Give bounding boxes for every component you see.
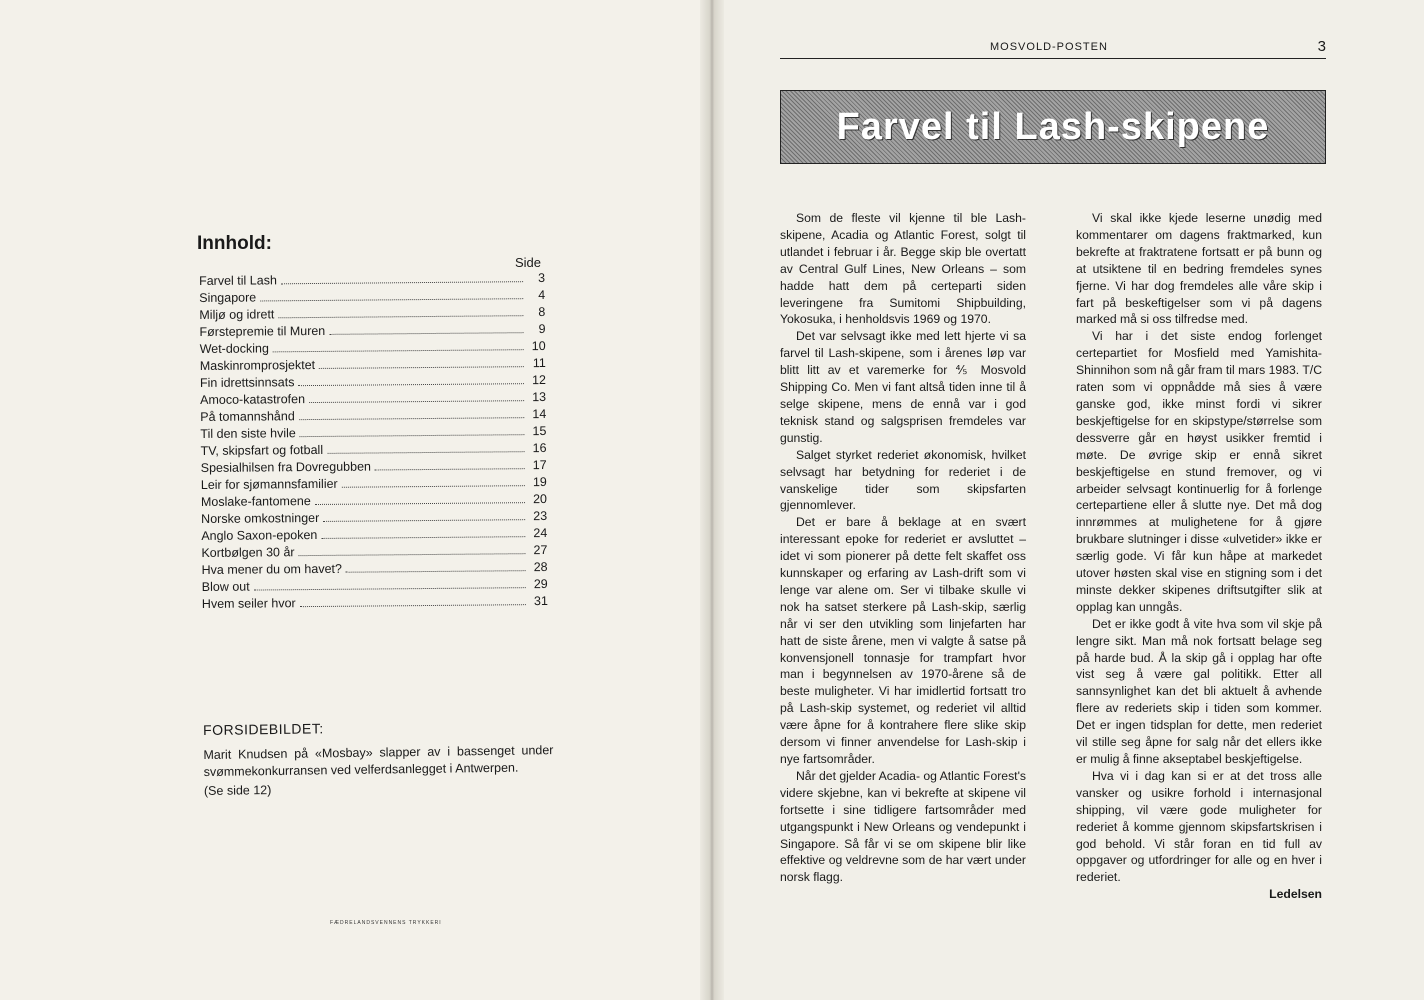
toc-leader-dots [346, 570, 526, 573]
toc-leader-dots [315, 502, 525, 505]
toc-leader-dots [260, 298, 523, 301]
toc-leader-dots [299, 553, 526, 556]
toc-entry-label: TV, skipsfart og fotball [200, 442, 324, 458]
toc-leader-dots [309, 400, 524, 403]
toc-entry-label: Spesialhilsen fra Dovregubben [200, 459, 371, 475]
toc-entry-page: 15 [532, 423, 547, 439]
toc-entry-label: Norske omkostninger [201, 510, 320, 526]
toc-leader-dots [254, 587, 526, 590]
toc-entry-label: Singapore [199, 290, 257, 305]
toc-entry-label: Blow out [201, 579, 250, 594]
headline: Farvel til Lash-skipene [836, 105, 1270, 148]
toc-entry-label: Førstepremie til Muren [199, 323, 326, 339]
toc-entry-label: Amoco-katastrofen [200, 392, 306, 407]
toc-entry-page: 27 [533, 542, 548, 558]
toc-entry-label: På tomannshånd [200, 409, 295, 424]
closing-paragraph: Hva vi i dag kan si er at det tross alle vansker og usikre forhold i internasjonal shipping, vil være gode muligheter for rederiet å komme gjennom skipsfartskrisen i god behold. Vi står foran en tid full av oppgaver og utfordringer for alle og en hver i rederiet. [1076, 768, 1322, 885]
toc-entry-label: Hva mener du om havet? [201, 561, 342, 577]
toc-entry-label: Maskinromprosjektet [199, 357, 316, 373]
toc-entry-page: 11 [532, 355, 546, 371]
toc-entry-page: 19 [532, 474, 547, 490]
toc-entry-page: 16 [532, 440, 547, 456]
article-paragraph: Salget styrket rederiet økonomisk, hvilket selvsagt har betydning for rederiet i de vanskelige tider som skipsfarten gjennomlever. [780, 447, 1026, 513]
toc-entry-page: 31 [533, 593, 548, 609]
running-header [780, 40, 1326, 59]
toc-list [199, 271, 548, 614]
toc-leader-dots [327, 451, 524, 454]
page-gutter [700, 0, 724, 1000]
article-paragraph: Det er ikke godt å vite hva som vil skje på lengre sikt. Man må nok fortsatt belage seg på harde bud. Å la skip gå i opplag har ofte vist seg å være gal politikk. Etter all sannsynlighet kan det bli aktuelt å avhende flere av rederiets skip i tiden som kommer. Det er ingen tidsplan for dette, men rederiet vil stille seg åpne for salg når det ellers ikke er mulig å finne akseptabel beskjeftigelse. [1076, 616, 1322, 766]
toc-entry [202, 594, 548, 614]
toc-leader-dots [342, 485, 525, 488]
signature: Ledelsen [1269, 887, 1322, 902]
toc-entry-page: 12 [531, 372, 546, 388]
toc-entry-label: Anglo Saxon-epoken [201, 527, 318, 543]
publication-name: MOSVOLD-POSTEN [990, 41, 1108, 53]
headline-banner [780, 90, 1326, 164]
toc-entry-label: Farvel til Lash [199, 273, 277, 288]
toc-entry-label: Hvem seiler hvor [201, 596, 296, 611]
toc-leader-dots [300, 604, 526, 607]
toc-entry-page: 24 [533, 525, 548, 541]
toc-entry-page: 29 [533, 576, 548, 592]
toc-leader-dots [300, 434, 525, 437]
toc-entry-page: 4 [538, 287, 546, 303]
article-column-right [1076, 210, 1322, 903]
toc-side-label: Side [515, 255, 542, 270]
toc-entry-label: Fin idrettsinnsats [199, 375, 295, 390]
article-column-right-paragraphs [1076, 210, 1322, 768]
toc-entry-page: 10 [531, 338, 546, 354]
toc-leader-dots [375, 468, 525, 470]
toc-entry-label: Kortbølgen 30 år [201, 545, 295, 560]
cover-heading: FORSIDEBILDET: [203, 720, 324, 738]
toc-entry-page: 28 [533, 559, 548, 575]
toc-leader-dots [321, 536, 525, 539]
article-column-left [780, 210, 1026, 886]
toc-entry-page: 8 [538, 304, 546, 320]
article-paragraph: Som de fleste vil kjenne til ble Lash-skipene, Acadia og Atlantic Forest, solgt til utlandet i februar i år. Begge skip ble overtatt av Central Gulf Lines, New Orleans – som hadde hatt dem på certeparti siden leveringene fra Sumitomi Shipbuilding, Yokosuka, i henholdsvis 1969 og 1970. [780, 211, 1026, 327]
toc-entry-label: Leir for sjømannsfamilier [200, 476, 338, 492]
article-paragraph: Vi skal ikke kjede leserne unødig med kommentarer om dagens fraktmarked, kun bekrefte at fraktratene fortsatt er på bunn og at utsiktene til en bedring fremdeles synes fjerne. Vi har dog fremdeles alle våre skip i fart på beskeftigelser som vi på dagens marked må si oss tilfredse med. [1076, 211, 1322, 327]
signature-line [1076, 886, 1322, 903]
toc-leader-dots [299, 417, 524, 420]
toc-entry-label: Moslake-fantomene [200, 494, 311, 509]
toc-entry-page: 9 [538, 321, 546, 337]
toc-title: Innhold: [197, 233, 272, 254]
printer-credit: FÆDRELANDSVENNENS TRYKKERI [330, 920, 442, 926]
toc-entry-page: 13 [532, 389, 547, 405]
toc-entry-page: 20 [533, 491, 548, 507]
article-paragraph: Vi har i det siste endog forlenget certepartiet for Mosfield med Yamishita-Shinnihon som nå går fram til mars 1983. T/C raten som vi oppnådde må sies å være ganske god, ikke minst fordi vi sikrer beskjeftigelse for en skipstype/størrelse som dessverre går en høyst usikker fremtid i møte. De øvrige skip er ennå sikret beskjeftigelse en stund fremover, og vi arbeider selvsagt kontinuerlig for å forlenge certepartiene eller å slutte nye. Det må dog innrømmes at mulighetene for å gjøre brukbare slutninger i disse «ulvetider» ikke er særlig gode. Vi får kun håpe at markedet utover høsten skal vise en stigning som i det minste dekker skipenes driftsutgifter slik at opplag kan unngås. [1076, 329, 1322, 614]
toc-leader-dots [323, 519, 525, 522]
toc-entry-page: 23 [533, 508, 548, 524]
toc-entry-label: Til den siste hvile [200, 426, 296, 441]
article-paragraph: Når det gjelder Acadia- og Atlantic Forest's videre skjebne, kan vi bekrefte at skipene vil fortsette i sine tidligere fartsområder med utgangspunkt i New Orleans og vendepunkt i Singapore. Så får vi se om skipene blir like effektive og veldrevne som de har vært under norsk flagg. [780, 768, 1026, 885]
toc-leader-dots [281, 281, 523, 284]
cover-text: Marit Knudsen på «Mosbay» slapper av i bassenget under svømmekonkurransen ved velferdsanlegget i Antwerpen. [203, 743, 554, 779]
article-paragraph: Det var selvsagt ikke med lett hjerte vi sa farvel til Lash-skipene, som i årenes løp var blitt litt av et varemerke for ⅘ Mosvold Shipping Co. Men vi fant altså tiden inne til å selge skipene, mens de ennå var i god teknisk stand og salgsprisen fremdeles var gunstig. [780, 329, 1026, 445]
toc-leader-dots [329, 332, 523, 335]
toc-leader-dots [298, 383, 524, 386]
toc-leader-dots [273, 349, 524, 352]
toc-leader-dots [319, 366, 524, 369]
cover-caption [203, 717, 554, 800]
toc-entry-label: Wet-docking [199, 341, 269, 356]
toc-entry-page: 17 [532, 457, 547, 473]
article-paragraph: Det er bare å beklage at en svært interessant epoke for rederiet er avsluttet – idet vi som pionerer på dette felt skaffet oss kunnskaper og erfaring av Lash-drift som vi lenge var alene om. Ser vi tilbake skulle vi nok ha satset sterkere på Lash-skip, særlig når vi ser den utvikling som linjefarten har hatt de siste årene, men vi valgte å satse på konvensjonell tonnasje for trampfart hvor man i begynnelsen av 1970-årene så de beste muligheter. Vi har imidlertid fortsatt tro på Lash-skip systemet, og rederiet vil alltid være åpne for å kontrahere flere slike skip dersom vi finner anvendelse for Lash-skip i nye fartsområder. [780, 515, 1026, 766]
cover-reference: (Se side 12) [203, 783, 272, 798]
toc-entry-label: Miljø og idrett [199, 307, 275, 322]
toc-entry-page: 3 [538, 270, 546, 286]
toc-leader-dots [278, 315, 523, 318]
page-number: 3 [1317, 38, 1326, 55]
toc-entry-page: 14 [532, 406, 547, 422]
